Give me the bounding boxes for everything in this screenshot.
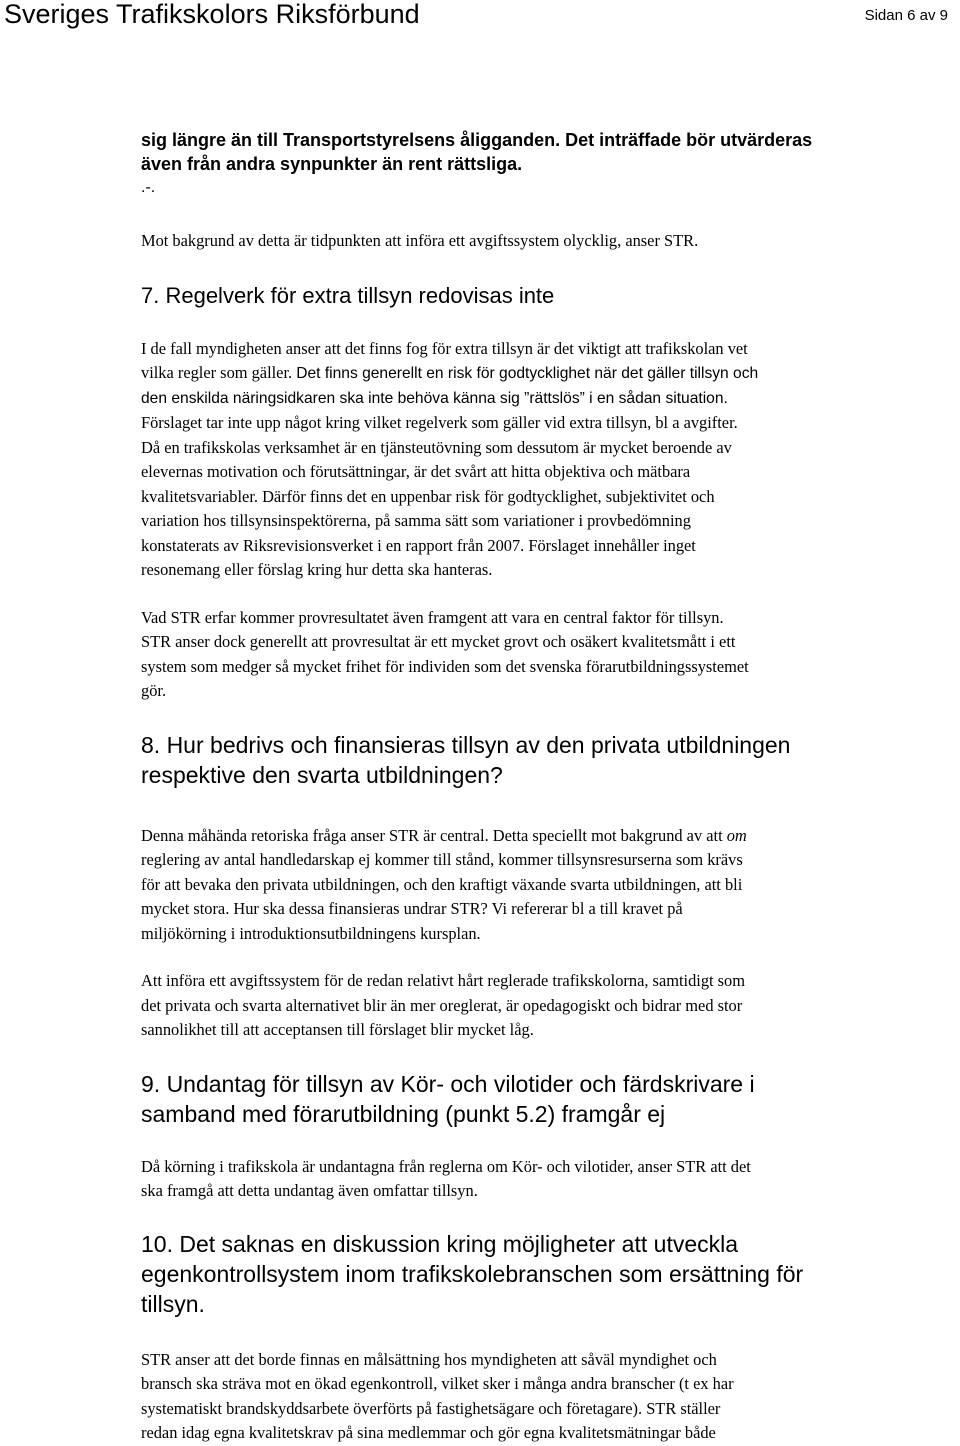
text-line: även från andra synpunkter än rent rättsliga. bbox=[141, 154, 523, 174]
text-span: vilka regler som gäller. bbox=[141, 363, 293, 382]
separator-dash: .-. bbox=[141, 179, 156, 196]
section-9-paragraph bbox=[141, 1155, 921, 1204]
text-line: Då körning i trafikskola är undantagna från reglerna om Kör- och vilotider, anser STR att det bbox=[141, 1156, 751, 1176]
text-line: Då en trafikskolas verksamhet är en tjänsteutövning som dessutom är mycket beroende av bbox=[141, 437, 732, 457]
text-span: Denna måhända retoriska fråga anser STR är central. Detta speciellt mot bakgrund av att bbox=[141, 825, 727, 845]
text-line: systematiskt brandskyddsarbete överförts på fastighetsägare och företagare). STR ställer bbox=[141, 1398, 721, 1418]
text-line: konstaterats av Riksrevisionsverket i en rapport från 2007. Förslaget innehåller inget bbox=[141, 535, 696, 555]
text-line bbox=[141, 361, 921, 387]
text-line: reglering av antal handledarskap ej kommer till stånd, kommer tillsynsresurserna som krävs bbox=[141, 850, 743, 869]
section-8-paragraph-1 bbox=[141, 824, 921, 947]
text-line: kvalitetsvariabler. Därför finns det en uppenbar risk för godtycklighet, subjektivitet och bbox=[141, 486, 715, 506]
text-line: sannolikhet till att acceptansen till förslaget blir mycket låg. bbox=[141, 1020, 534, 1039]
text-line: Förslaget tar inte upp något kring vilket regelverk som gäller vid extra tillsyn, bl a avgifter. bbox=[141, 413, 738, 432]
heading-line: egenkontrollsystem inom trafikskolebranschen som ersättning för bbox=[141, 1260, 804, 1287]
section-9-heading bbox=[141, 1069, 921, 1129]
text-line: sig längre än till Transportstyrelsens åligganden. Det inträffade bör utvärderas bbox=[141, 130, 813, 150]
text-line: bransch ska sträva mot en ökad egenkontroll, vilket sker i många andra branscher (t ex har bbox=[141, 1374, 734, 1393]
heading-line: 10. Det saknas en diskussion kring möjligheter att utveckla bbox=[141, 1230, 739, 1257]
text-line: för att bevaka den privata utbildningen, och den kraftigt växande svarta utbildningen, att bli bbox=[141, 874, 743, 894]
section-8-heading bbox=[141, 730, 921, 790]
section-10-paragraph bbox=[141, 1348, 921, 1446]
text-line: system som medger så mycket frihet för individen som det svenska förarutbildningssystemet bbox=[141, 656, 749, 676]
text-line: STR anser dock generellt att provresultat är ett mycket grovt och osäkert kvalitetsmått i ett bbox=[141, 632, 736, 651]
text-line: mycket stora. Hur ska dessa finansieras undrar STR? Vi refererar bl a till kravet på bbox=[141, 899, 683, 918]
text-span: Det finns generellt en risk för godtycklighet när det gäller tillsyn och bbox=[296, 365, 759, 382]
text-line: miljökörning i introduktionsutbildningens kursplan. bbox=[141, 923, 481, 943]
heading-line: samband med förarutbildning (punkt 5.2) framgår ej bbox=[141, 1100, 666, 1127]
page-number: Sidan 6 av 9 bbox=[864, 7, 948, 24]
text-line: resonemang eller förslag kring hur detta ska hanteras. bbox=[141, 560, 493, 579]
text-line: ska framgå att detta undantag även omfattar tillsyn. bbox=[141, 1181, 478, 1200]
heading-line: 8. Hur bedrivs och finansieras tillsyn av den privata utbildningen bbox=[141, 731, 791, 758]
section-7-paragraph-1 bbox=[141, 337, 921, 583]
document-body bbox=[141, 128, 921, 1446]
section-7-heading: 7. Regelverk för extra tillsyn redovisas inte bbox=[141, 282, 555, 308]
text-line: STR anser att det borde finnas en målsättning hos myndigheten att såväl myndighet och bbox=[141, 1349, 717, 1369]
organization-title: Sveriges Trafikskolors Riksförbund bbox=[4, 0, 420, 29]
text-line: det privata och svarta alternativet blir än mer oreglerat, är opedagogiskt och bidrar med stor bbox=[141, 995, 743, 1015]
heading-line: respektive den svarta utbildningen? bbox=[141, 761, 503, 788]
text-line: gör. bbox=[141, 681, 167, 700]
text-line: Att införa ett avgiftssystem för de redan relativt hårt reglerade trafikskolorna, samtidigt som bbox=[141, 971, 745, 990]
intro-bold-paragraph bbox=[141, 128, 921, 176]
italic-word: om bbox=[726, 825, 747, 845]
section-7-paragraph-2 bbox=[141, 606, 921, 704]
section-8-paragraph-2 bbox=[141, 969, 921, 1043]
text-line bbox=[141, 824, 921, 849]
text-line: den enskilda näringsidkaren ska inte behöva känna sig ”rättslös” i en sådan situation. bbox=[141, 389, 728, 407]
intro-paragraph: Mot bakgrund av detta är tidpunkten att införa ett avgiftssystem olycklig, anser STR. bbox=[141, 231, 699, 250]
section-10-heading bbox=[141, 1229, 921, 1319]
text-line: variation hos tillsynsinspektörerna, på samma sätt som variationer i provbedömning bbox=[141, 511, 691, 530]
page-header bbox=[0, 0, 960, 30]
text-line: elevernas motivation och förutsättningar, är det svårt att hitta objektiva och mätbara bbox=[141, 462, 691, 481]
heading-line: 9. Undantag för tillsyn av Kör- och vilotider och färdskrivare i bbox=[141, 1070, 755, 1097]
heading-line: tillsyn. bbox=[141, 1290, 205, 1317]
text-line: I de fall myndigheten anser att det finns fog för extra tillsyn är det viktigt att trafikskolan vet bbox=[141, 338, 748, 358]
text-line: redan idag egna kvalitetskrav på sina medlemmar och gör egna kvalitetsmätningar både bbox=[141, 1423, 716, 1442]
text-line: Vad STR erfar kommer provresultatet även framgent att vara en central faktor för tillsyn. bbox=[141, 607, 724, 627]
